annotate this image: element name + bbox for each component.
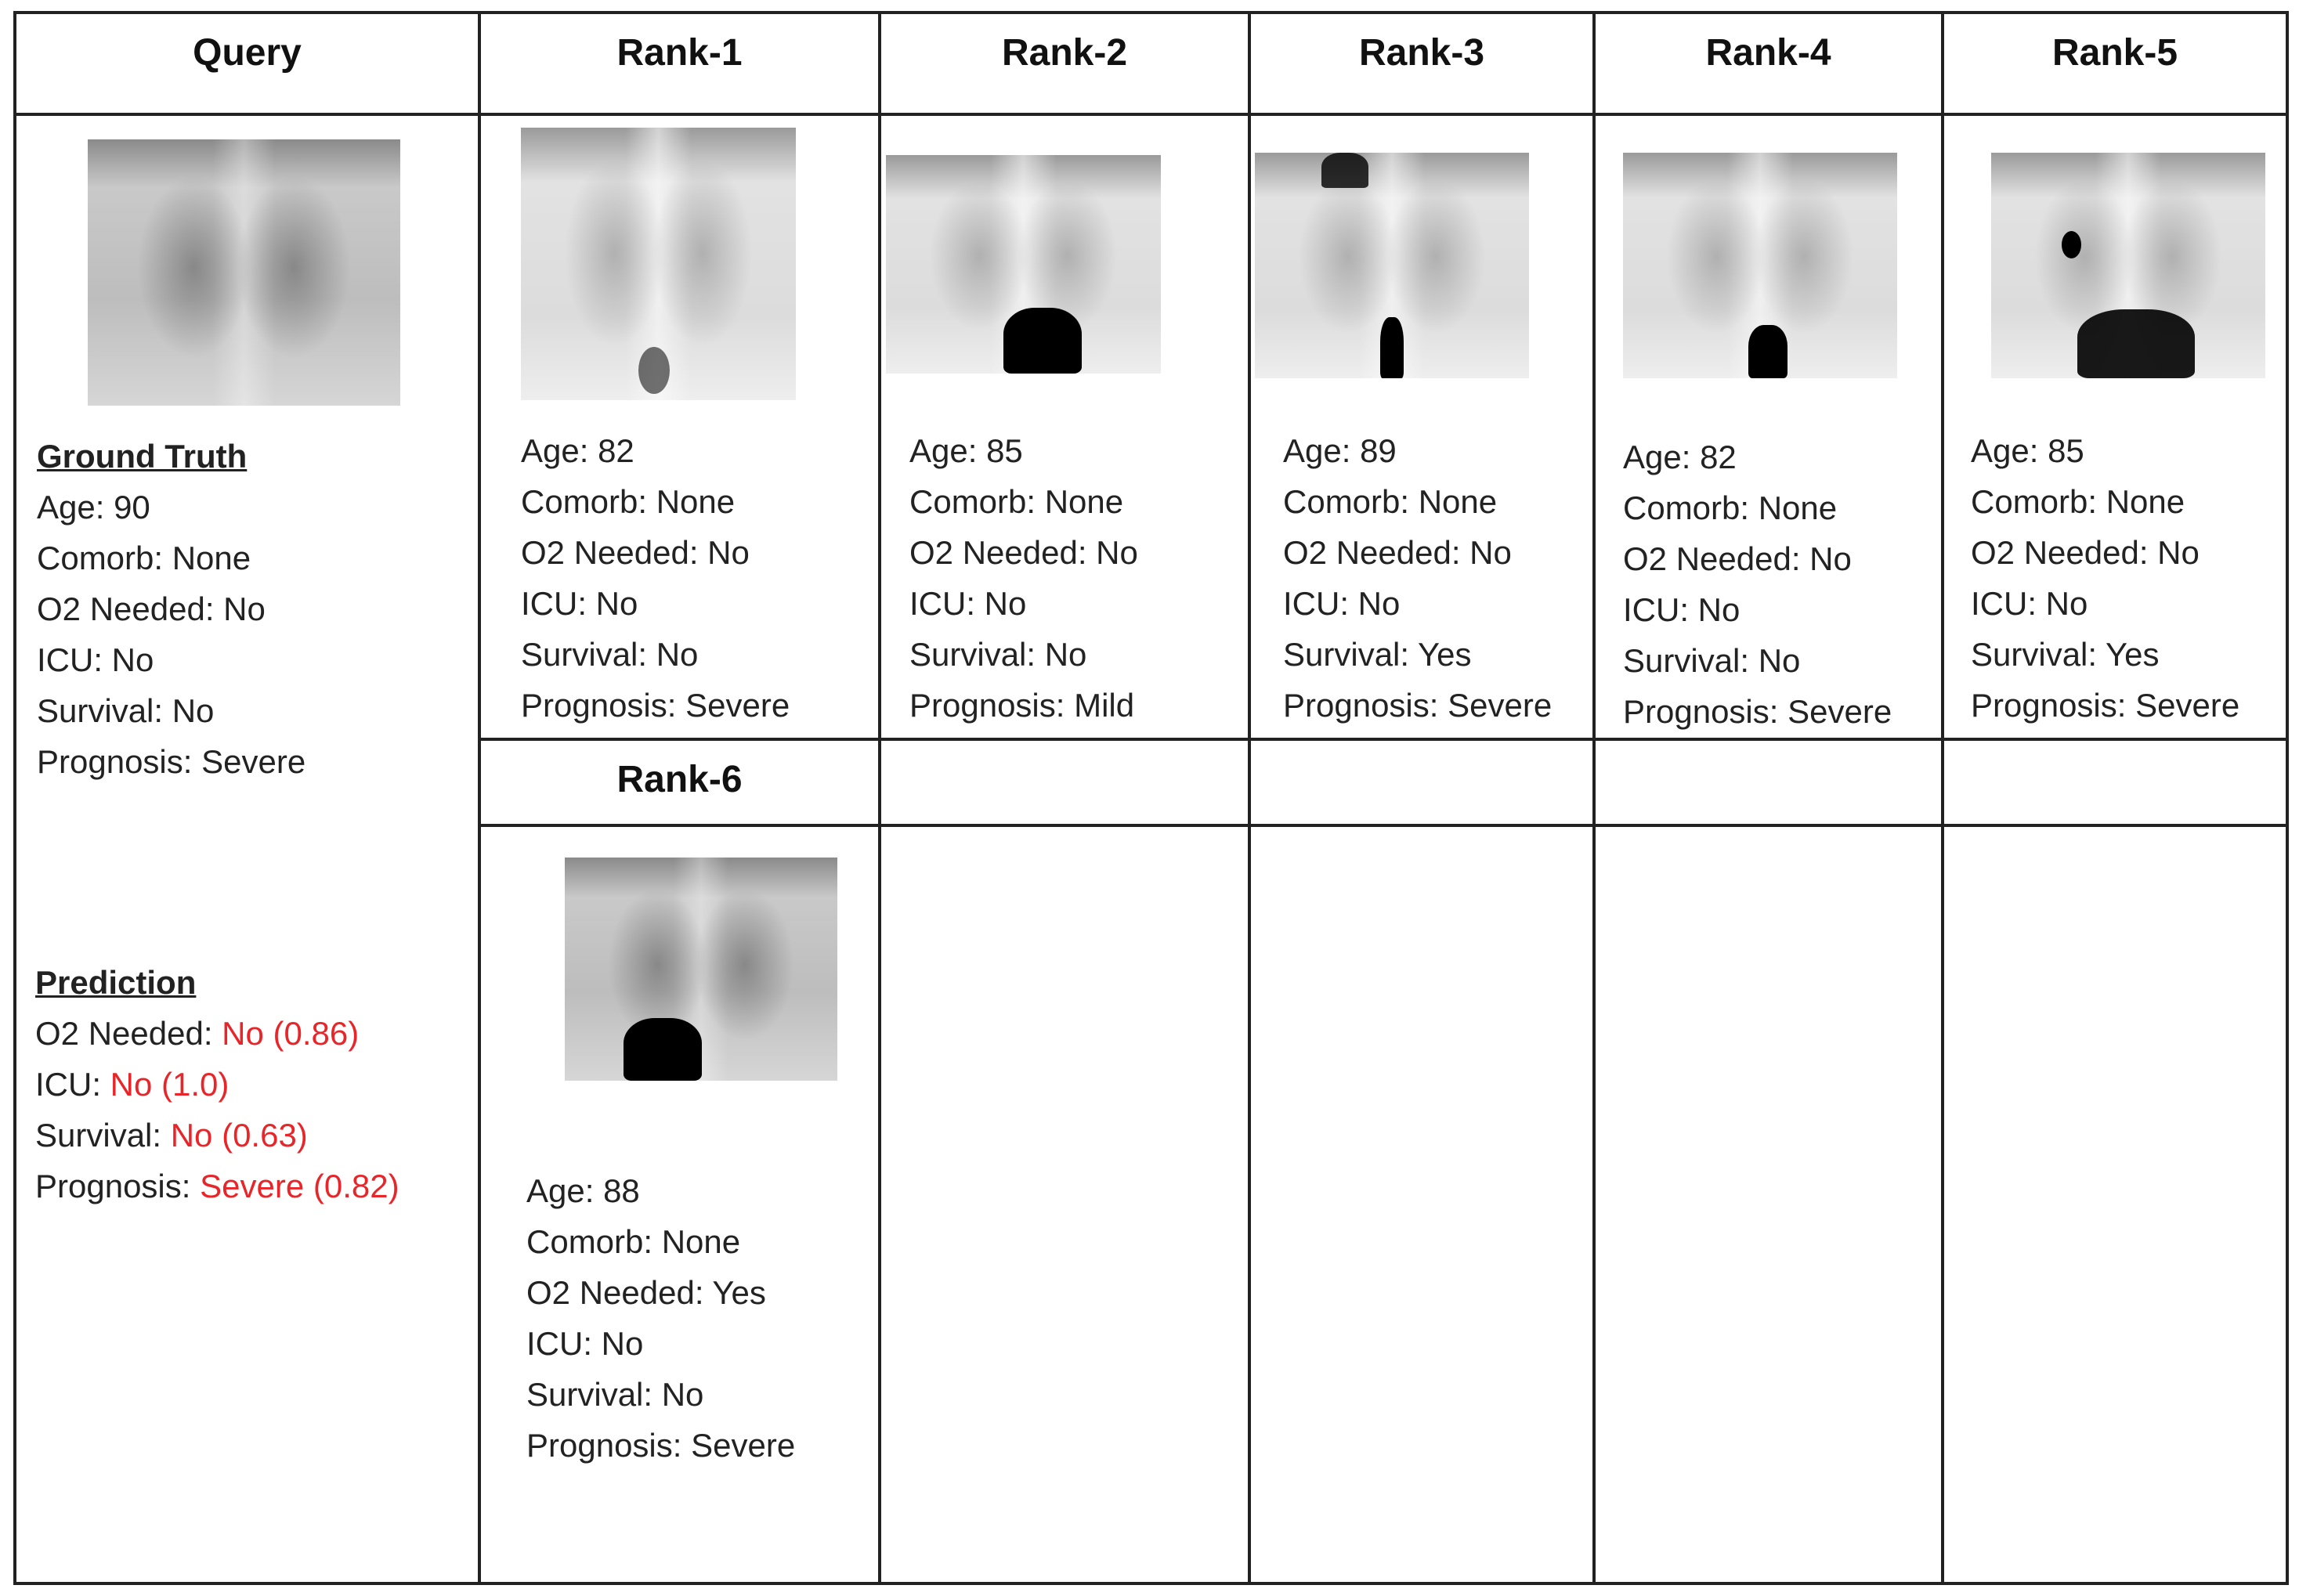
rank-1-info (521, 425, 790, 731)
gt-prognosis: Prognosis: Severe (37, 743, 306, 780)
rank-icu: ICU: No (1283, 585, 1401, 622)
rank-comorb: Comorb: None (909, 483, 1124, 520)
pred-value: No (0.63) (170, 1117, 308, 1154)
col-divider (1248, 11, 1251, 1585)
rank-age: Age: 85 (909, 432, 1023, 469)
rank-age: Age: 88 (526, 1172, 640, 1209)
rank-age: Age: 89 (1283, 432, 1397, 469)
header-rank-6: Rank-6 (616, 759, 743, 800)
rank-1-xray-image (521, 128, 796, 400)
gt-comorb: Comorb: None (37, 540, 251, 576)
rank-5-xray-image (1991, 153, 2265, 378)
rank-survival: Survival: No (909, 636, 1087, 673)
rank-o2: O2 Needed: No (1283, 534, 1512, 571)
gt-age: Age: 90 (37, 489, 150, 525)
rank-prognosis: Prognosis: Severe (526, 1427, 796, 1464)
gt-icu: ICU: No (37, 641, 154, 678)
rank-survival: Survival: No (521, 636, 699, 673)
rank-o2: O2 Needed: Yes (526, 1274, 766, 1311)
col-divider (1592, 11, 1596, 1585)
pred-value: Severe (0.82) (200, 1168, 399, 1204)
pred-label: O2 Needed: (35, 1015, 222, 1052)
table-border-bottom (13, 1582, 2289, 1585)
rank-2-xray-image (886, 155, 1161, 374)
rank-6-info (526, 1165, 795, 1471)
gt-o2: O2 Needed: No (37, 590, 266, 627)
pred-label: ICU: (35, 1066, 110, 1103)
rank-3-xray-image (1255, 153, 1529, 378)
rank-survival: Survival: No (526, 1376, 704, 1413)
rank-prognosis: Prognosis: Severe (521, 687, 790, 724)
rank-comorb: Comorb: None (521, 483, 736, 520)
row-divider (478, 824, 2289, 827)
rank-icu: ICU: No (521, 585, 638, 622)
header-rank-4: Rank-4 (1705, 32, 1831, 74)
header-rank-1: Rank-1 (616, 32, 743, 74)
rank-prognosis: Prognosis: Severe (1283, 687, 1553, 724)
row-divider (478, 738, 2289, 741)
pred-o2 (35, 1008, 399, 1059)
ground-truth-title: Ground Truth (37, 438, 248, 475)
pred-value: No (0.86) (222, 1015, 360, 1052)
rank-prognosis: Prognosis: Severe (1971, 687, 2240, 724)
rank-icu: ICU: No (526, 1325, 644, 1362)
pred-label: Survival: (35, 1117, 171, 1154)
rank-comorb: Comorb: None (1283, 483, 1498, 520)
rank-6-xray-image (565, 858, 837, 1081)
gt-survival: Survival: No (37, 692, 215, 729)
rank-4-info (1623, 431, 1892, 737)
prediction-title: Prediction (35, 964, 197, 1001)
rank-comorb: Comorb: None (526, 1223, 741, 1260)
table-border-top (13, 11, 2289, 14)
rank-2-info (909, 425, 1138, 731)
rank-prognosis: Prognosis: Mild (909, 687, 1135, 724)
header-rank-2: Rank-2 (1001, 32, 1128, 74)
table-header-divider (13, 113, 2289, 116)
prediction-block (35, 957, 399, 1211)
rank-survival: Survival: Yes (1283, 636, 1472, 673)
rank-icu: ICU: No (1623, 591, 1741, 628)
col-divider (1941, 11, 1944, 1585)
rank-3-info (1283, 425, 1552, 731)
rank-comorb: Comorb: None (1623, 489, 1838, 526)
header-query: Query (193, 32, 302, 74)
table-border-right (2286, 11, 2289, 1585)
col-divider (13, 11, 16, 1585)
rank-o2: O2 Needed: No (1971, 534, 2200, 571)
ground-truth-block (37, 431, 305, 787)
col-divider (878, 11, 881, 1585)
rank-age: Age: 82 (521, 432, 634, 469)
rank-o2: O2 Needed: No (521, 534, 750, 571)
pred-survival (35, 1110, 399, 1161)
pred-value: No (1.0) (110, 1066, 230, 1103)
rank-4-xray-image (1623, 153, 1897, 378)
rank-survival: Survival: No (1623, 642, 1801, 679)
header-rank-5: Rank-5 (2051, 32, 2178, 74)
pred-label: Prognosis: (35, 1168, 201, 1204)
rank-age: Age: 85 (1971, 432, 2084, 469)
rank-icu: ICU: No (909, 585, 1027, 622)
query-xray-image (88, 139, 400, 406)
rank-icu: ICU: No (1971, 585, 2088, 622)
pred-prognosis (35, 1161, 399, 1211)
rank-comorb: Comorb: None (1971, 483, 2185, 520)
rank-prognosis: Prognosis: Severe (1623, 693, 1892, 730)
header-rank-3: Rank-3 (1358, 32, 1485, 74)
rank-o2: O2 Needed: No (909, 534, 1138, 571)
rank-o2: O2 Needed: No (1623, 540, 1852, 577)
rank-survival: Survival: Yes (1971, 636, 2160, 673)
rank-age: Age: 82 (1623, 439, 1737, 475)
pred-icu (35, 1059, 399, 1110)
rank-5-info (1971, 425, 2239, 731)
